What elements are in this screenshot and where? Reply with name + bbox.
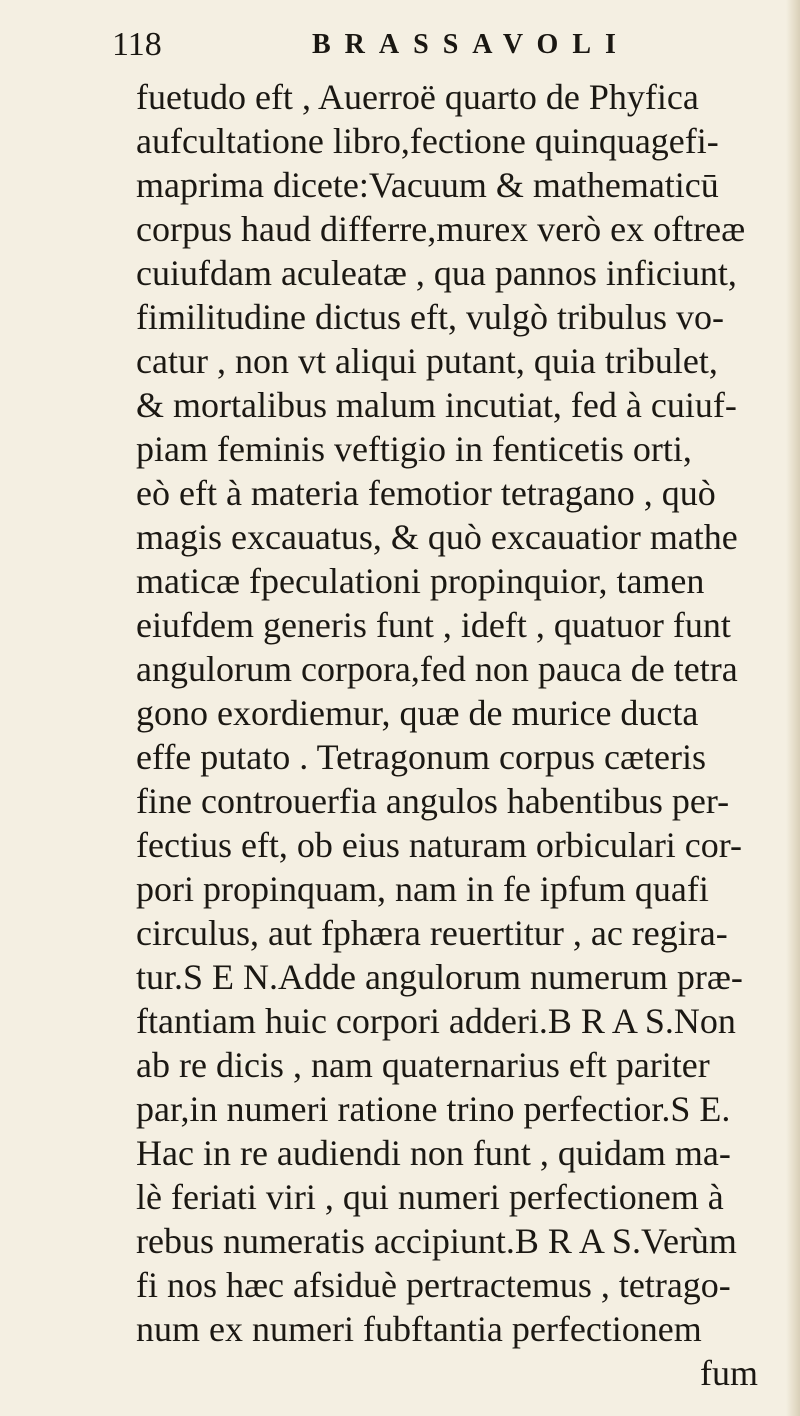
text-line: tur.S E N.Adde angulorum numerum præ- — [136, 957, 743, 997]
text-line: magis excauatus, & quò excauatior mathe — [136, 517, 738, 557]
text-line: eò eft à materia femotior tetragano , quò — [136, 473, 716, 513]
text-line: piam feminis veftigio in fenticetis orti, — [136, 429, 692, 469]
text-line: corpus haud differre,murex verò ex oftreæ — [136, 209, 746, 249]
page-number: 118 — [112, 26, 162, 63]
text-line: num ex numeri fubftantia perfectionem — [136, 1309, 702, 1349]
catchword: fum — [700, 1353, 758, 1393]
text-line: maticæ fpeculationi propinquior, tamen — [136, 561, 705, 601]
text-line: maprima dicete:Vacuum & mathematicū — [136, 165, 719, 205]
page-header — [112, 20, 712, 70]
text-line: fuetudo eft , Auerroë quarto de Phyfica — [136, 77, 699, 117]
text-line: gono exordiemur, quæ de murice ducta — [136, 693, 699, 733]
text-line: ab re dicis , nam quaternarius eft pariter — [136, 1045, 710, 1085]
text-line: fectius eft, ob eius naturam orbiculari cor- — [136, 825, 743, 865]
text-line: par,in numeri ratione trino perfectior.S E. — [136, 1089, 731, 1129]
running-head: BRASSAVOLI — [312, 29, 630, 60]
text-line: pori propinquam, nam in fe ipfum quafi — [136, 869, 709, 909]
text-line: circulus, aut fphæra reuertitur , ac regira- — [136, 913, 728, 953]
text-line: eiufdem generis funt , ideft , quatuor funt — [136, 605, 731, 645]
text-line: fine controuerfia angulos habentibus per- — [136, 781, 730, 821]
text-line: effe putato . Tetragonum corpus cæteris — [136, 737, 706, 777]
text-line: Hac in re audiendi non funt , quidam ma- — [136, 1133, 731, 1173]
text-line: lè feriati viri , qui numeri perfectionem à — [136, 1177, 724, 1217]
text-line: fimilitudine dictus eft, vulgò tribulus vo- — [136, 297, 724, 337]
text-line: cuiufdam aculeatæ , qua pannos inficiunt, — [136, 253, 737, 293]
text-line: angulorum corpora,fed non pauca de tetra — [136, 649, 738, 689]
text-line: catur , non vt aliqui putant, quia tribulet, — [136, 341, 718, 381]
text-line: & mortalibus malum incutiat, fed à cuiuf- — [136, 385, 737, 425]
text-line: aufcultatione libro,fectione quinquagefi- — [136, 121, 719, 161]
text-line: fi nos hæc afsiduè pertractemus , tetrago- — [136, 1265, 731, 1305]
body-text — [136, 75, 796, 1395]
text-line: ftantiam huic corpori adderi.B R A S.Non — [136, 1001, 736, 1041]
text-line: rebus numeratis accipiunt.B R A S.Verùm — [136, 1221, 737, 1261]
